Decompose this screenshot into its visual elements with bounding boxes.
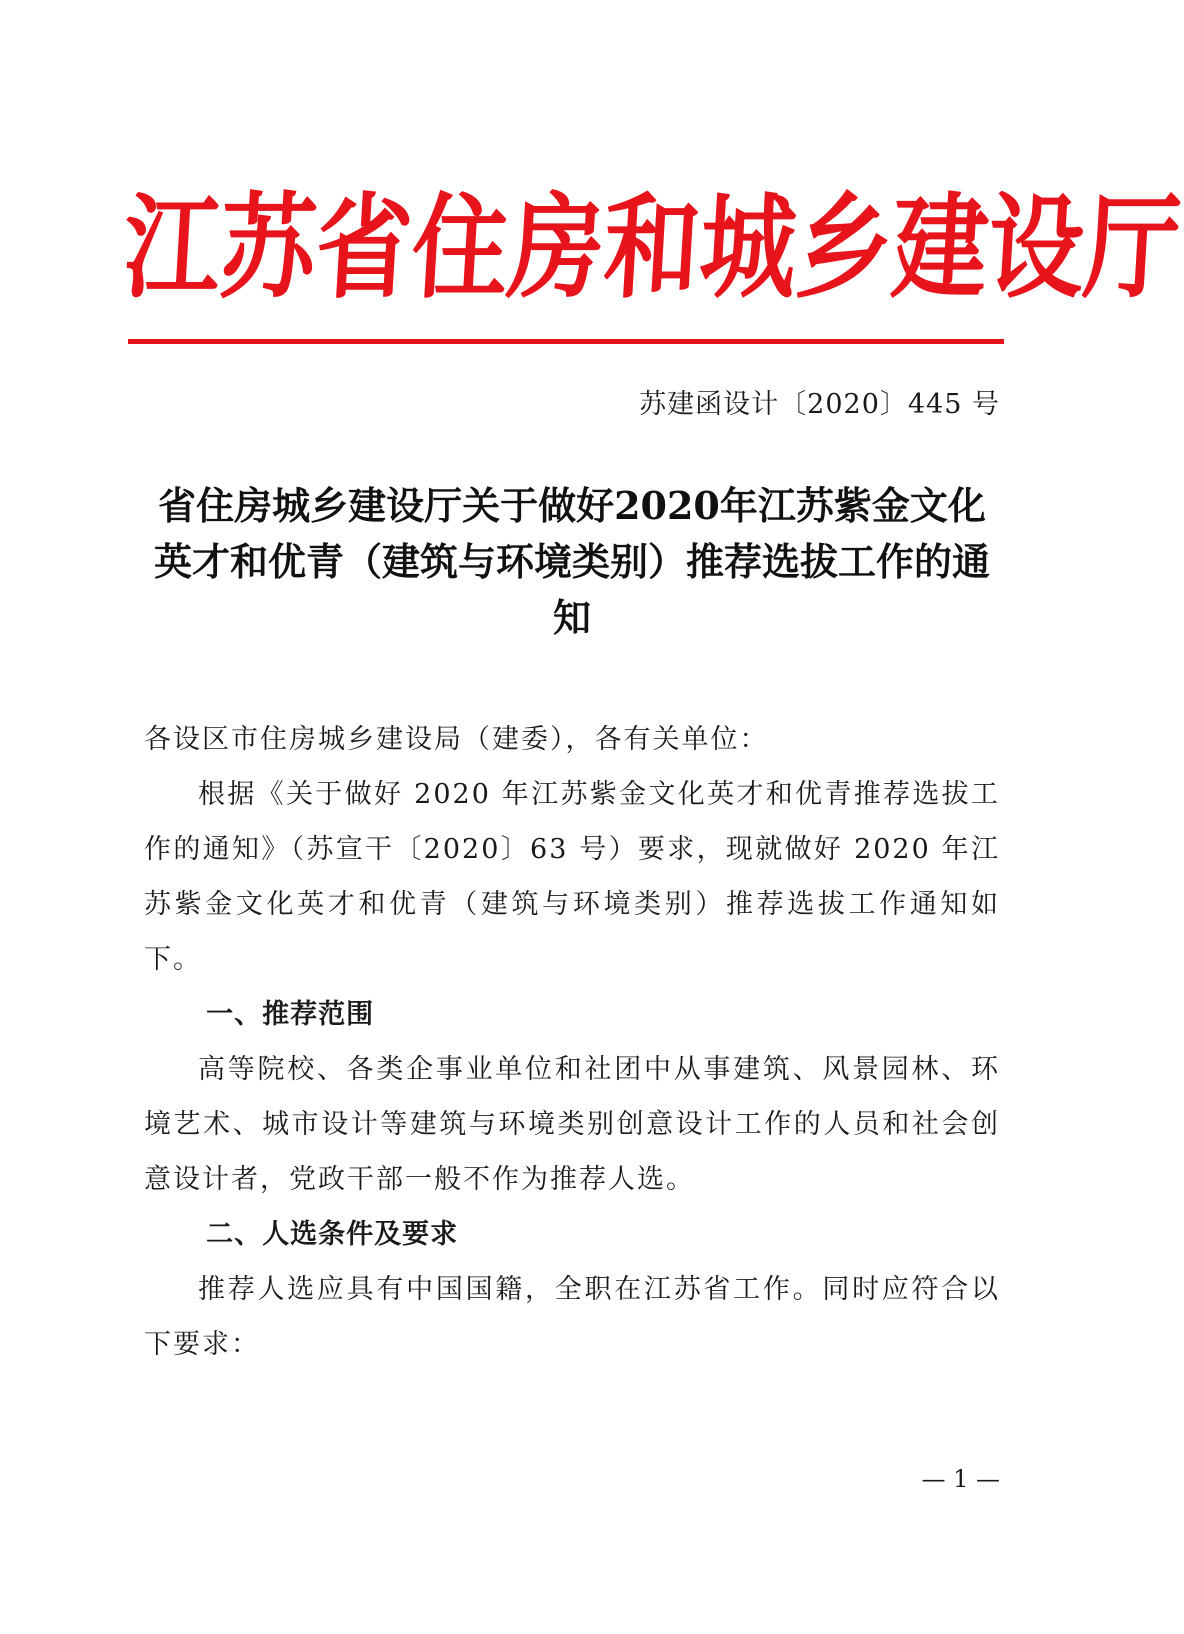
masthead-title (120, 178, 1184, 318)
requirements-paragraph: 推荐人选应具有中国国籍，全职在江苏省工作。同时应符合以下要求： (144, 1274, 1000, 1360)
masthead-char: 住 (408, 181, 512, 315)
scope-paragraph: 高等院校、各类企事业单位和社团中从事建筑、风景园林、环境艺术、城市设计等建筑与环境类别创意设计工作的人员和社会创意设计者，党政干部一般不作为推荐人选。 (144, 1054, 1000, 1195)
section-heading-scope: 一、推荐范围 (206, 999, 375, 1030)
masthead-char: 厅 (1080, 181, 1184, 315)
masthead-char: 建 (888, 181, 992, 315)
masthead-char: 乡 (792, 181, 896, 315)
masthead-char: 城 (696, 181, 800, 315)
red-divider-line (128, 339, 1004, 344)
intro-paragraph: 根据《关于做好 2020 年江苏紫金文化英才和优青推荐选拔工作的通知》（苏宣干〔2020〕63 号）要求，现就做好 2020 年江苏紫金文化英才和优青（建筑与环境类别）推荐选拔工作通知如下。 (144, 779, 1000, 975)
document-number: 苏建函设计〔2020〕445 号 (639, 389, 1000, 420)
document-title: 省住房城乡建设厅关于做好2020年江苏紫金文化英才和优青（建筑与环境类别）推荐选拔工作的通知 (153, 483, 990, 640)
masthead-char: 江 (120, 181, 224, 315)
page-number: — 1 — (921, 1465, 1000, 1493)
masthead-char: 设 (984, 181, 1088, 315)
masthead-char: 和 (600, 181, 704, 315)
masthead-char: 苏 (216, 181, 320, 315)
salutation: 各设区市住房城乡建设局（建委），各有关单位： (144, 724, 769, 755)
masthead-char: 房 (504, 181, 608, 315)
section-heading-requirements: 二、人选条件及要求 (206, 1219, 459, 1250)
masthead-char: 省 (312, 181, 416, 315)
document-body (144, 712, 1000, 1372)
